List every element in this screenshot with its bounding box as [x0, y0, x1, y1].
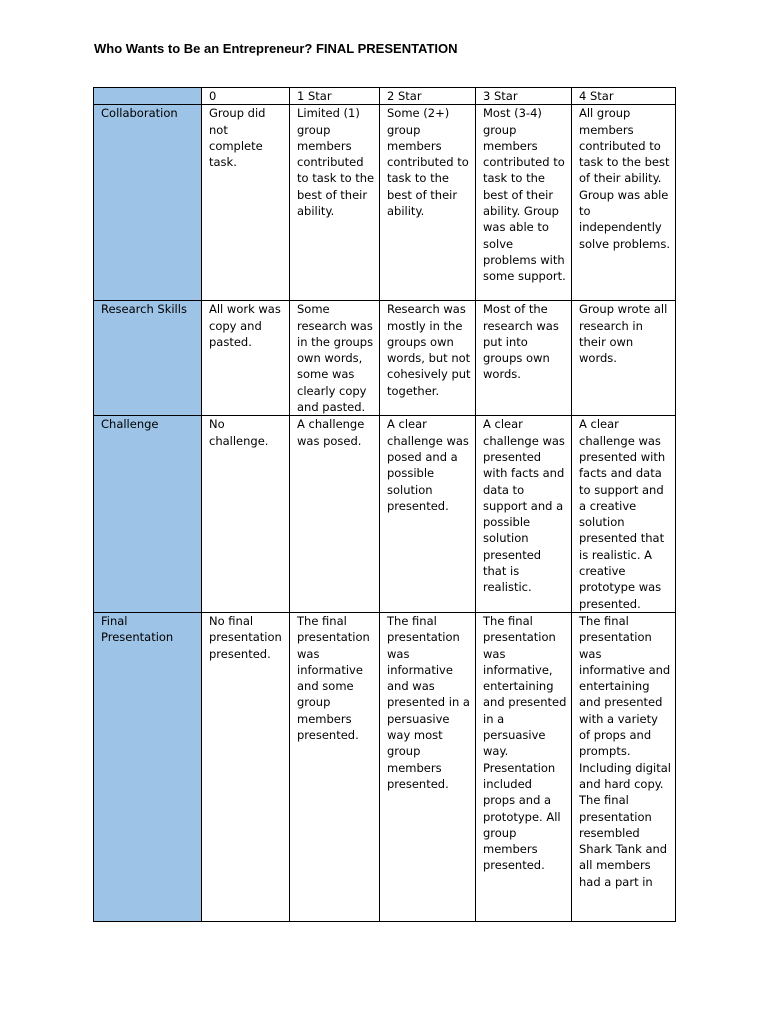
rubric-cell: No final presentation presented. [202, 612, 290, 921]
rubric-row-final-presentation [94, 612, 676, 921]
document-title: Who Wants to Be an Entrepreneur? FINAL PRESENTATION [94, 41, 458, 56]
rubric-cell: The final presentation was informative, entertaining and presented in a persuasive way. Presentation included props and a prototype. All group members presented. [476, 612, 572, 921]
rubric-row-research-skills [94, 301, 676, 416]
header-level-4-star: 4 Star [572, 88, 676, 105]
header-row [94, 88, 676, 105]
criterion-research-skills: Research Skills [94, 301, 202, 416]
rubric-cell: All group members contributed to task to the best of their ability. Group was able to independently solve problems. [572, 105, 676, 301]
rubric-cell: A clear challenge was posed and a possible solution presented. [380, 416, 476, 613]
rubric-cell: All work was copy and pasted. [202, 301, 290, 416]
criterion-collaboration: Collaboration [94, 105, 202, 301]
rubric-cell: The final presentation was informative and entertaining and presented with a variety of props and prompts. Including digital and hard copy. The final presentation resembled Shark Tank and all members had a part in [572, 612, 676, 921]
rubric-cell: Research was mostly in the groups own words, but not cohesively put together. [380, 301, 476, 416]
rubric-cell: Some research was in the groups own words, some was clearly copy and pasted. [290, 301, 380, 416]
rubric-cell: No challenge. [202, 416, 290, 613]
rubric-cell: A clear challenge was presented with facts and data to support and a creative solution presented that is realistic. A creative prototype was presented. [572, 416, 676, 613]
rubric-cell: Some (2+) group members contributed to task to the best of their ability. [380, 105, 476, 301]
rubric-cell: A clear challenge was presented with facts and data to support and a possible solution presented that is realistic. [476, 416, 572, 613]
rubric-cell: Most of the research was put into groups own words. [476, 301, 572, 416]
header-level-2-star: 2 Star [380, 88, 476, 105]
rubric-cell: The final presentation was informative and was presented in a persuasive way most group members presented. [380, 612, 476, 921]
rubric-row-challenge [94, 416, 676, 613]
rubric-cell: A challenge was posed. [290, 416, 380, 613]
header-corner-cell [94, 88, 202, 105]
rubric-cell: Group did not complete task. [202, 105, 290, 301]
rubric-table [93, 87, 676, 922]
rubric-row-collaboration [94, 105, 676, 301]
criterion-challenge: Challenge [94, 416, 202, 613]
header-level-3-star: 3 Star [476, 88, 572, 105]
rubric-cell: Group wrote all research in their own words. [572, 301, 676, 416]
rubric-cell: Limited (1) group members contributed to task to the best of their ability. [290, 105, 380, 301]
criterion-final-presentation: Final Presentation [94, 612, 202, 921]
header-level-1-star: 1 Star [290, 88, 380, 105]
rubric-cell: The final presentation was informative and some group members presented. [290, 612, 380, 921]
rubric-cell: Most (3-4) group members contributed to task to the best of their ability. Group was able to solve problems with some support. [476, 105, 572, 301]
header-level-0: 0 [202, 88, 290, 105]
